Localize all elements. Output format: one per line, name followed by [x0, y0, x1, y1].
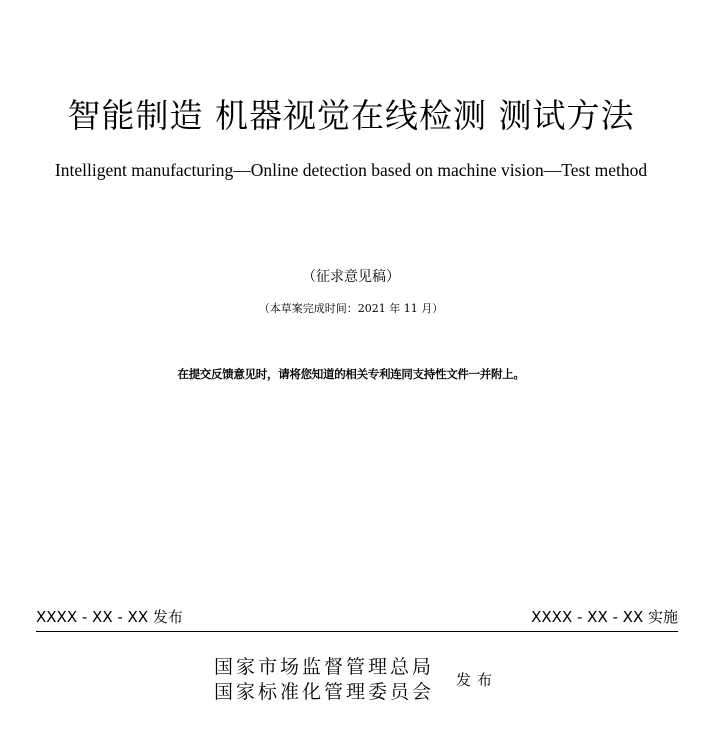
issuer-action: 发布 [456, 671, 499, 689]
title-chinese: 智能制造 机器视觉在线检测 测试方法 [67, 96, 635, 135]
issuer-block [214, 655, 504, 715]
title-english: Intelligent manufacturing—Online detection based on machine vision—Test method [54, 160, 648, 180]
draft-label: （征求意见稿） [302, 269, 400, 285]
draft-completion-date: （本草案完成时间：2021 年 11 月） [258, 302, 444, 315]
patent-notice: 在提交反馈意见时，请将您知道的相关专利连同支持性文件一并附上。 [177, 367, 525, 381]
divider-line [36, 631, 678, 632]
implement-date: XXXX - XX - XX 实施 [531, 608, 678, 626]
issuer-names [214, 655, 434, 705]
publish-date: XXXX - XX - XX 发布 [36, 608, 183, 626]
issuer-name: 国家标准化管理委员会 [214, 681, 435, 703]
issuer-name: 国家市场监督管理总局 [214, 656, 435, 678]
